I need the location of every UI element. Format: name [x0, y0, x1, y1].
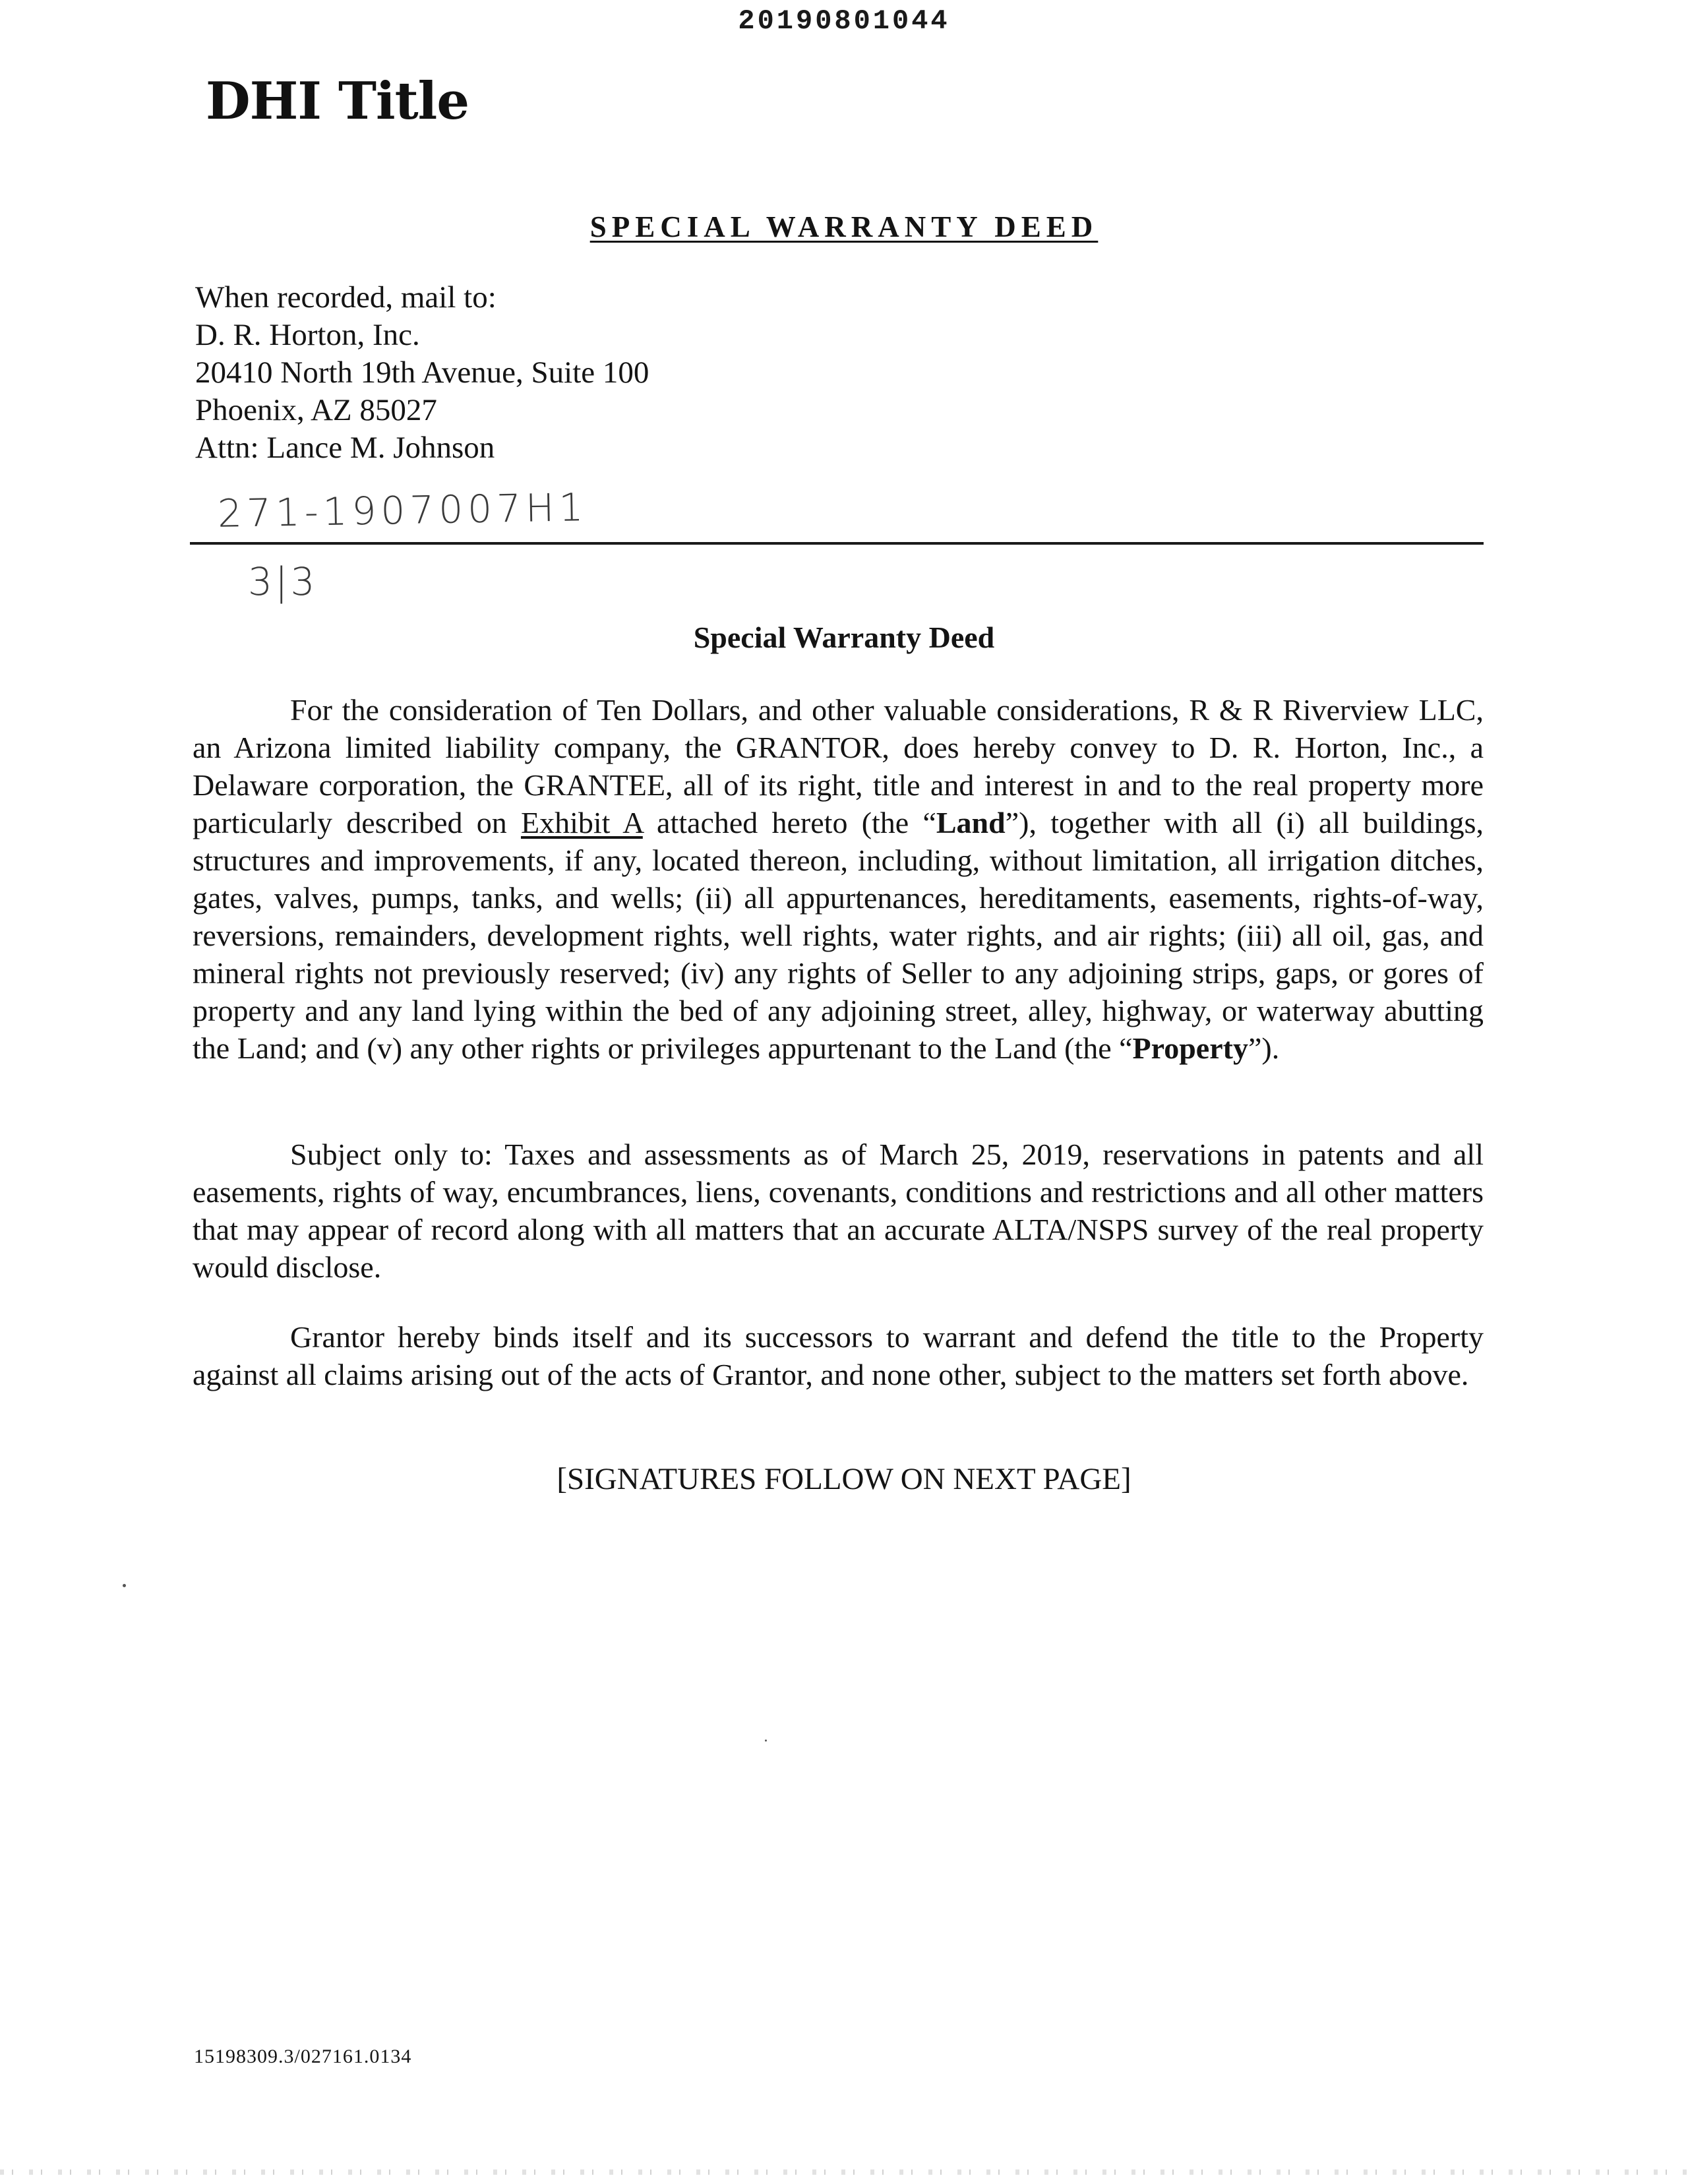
- subject-to-text: Subject only to: Taxes and assessments as of March 25, 2019, reservations in patents and all easements, rights of way, encumbrances, liens, covenants, conditions and restrictions and all other matters that may appear of record along with all matters that an accurate ALTA/NSPS survey of the real property would disclose.: [193, 1138, 1484, 1284]
- mail-to-city: Phoenix, AZ 85027: [195, 393, 437, 427]
- mail-to-company: D. R. Horton, Inc.: [195, 318, 420, 352]
- horizontal-rule: [190, 542, 1484, 545]
- warranty-text: Grantor hereby binds itself and its successors to warrant and defend the title to the Property against all claims arising out of the acts of Grantor, and none other, subject to the matters set forth above.: [193, 1320, 1484, 1391]
- dhi-title-logo: DHI Title: [206, 71, 469, 131]
- scan-speck: [765, 1740, 767, 1742]
- mail-to-street: 20410 North 19th Avenue, Suite 100: [195, 355, 649, 390]
- document-title: Special Warranty Deed: [693, 621, 995, 654]
- warranty-paragraph: [193, 1318, 1484, 1393]
- handwritten-order-number: 271-1907007H1: [217, 485, 589, 536]
- header-title: SPECIAL WARRANTY DEED: [589, 210, 1099, 243]
- scan-speck: [123, 1584, 126, 1587]
- mail-to-block: [195, 279, 649, 467]
- mail-to-label: When recorded, mail to:: [195, 280, 497, 315]
- conveyance-text-1: For the consideration of Ten Dollars, and other valuable considerations, R & R Riverview LLC, an Arizona limited liability company, the GRANTOR, does hereby convey to D. R. Horton, Inc., a Delaware corporation, the GRANTEE, all of its right, title and interest in and to the real property more particularly described on: [193, 693, 1484, 839]
- signatures-note: [SIGNATURES FOLLOW ON NEXT PAGE]: [557, 1462, 1131, 1496]
- scan-edge-artifact: [0, 2169, 1688, 2175]
- document-reference: 15198309.3/027161.0134: [194, 2046, 412, 2067]
- mail-to-attention: Attn: Lance M. Johnson: [195, 431, 495, 465]
- property-term: Property: [1132, 1031, 1248, 1065]
- exhibit-a-reference: Exhibit A: [520, 806, 643, 839]
- land-term: Land: [936, 806, 1006, 839]
- subject-to-paragraph: [193, 1136, 1484, 1286]
- recording-number: 20190801044: [738, 5, 950, 37]
- conveyance-text-4: ”).: [1248, 1031, 1280, 1065]
- conveyance-paragraph: [193, 691, 1484, 1067]
- conveyance-text-2: attached hereto (the “: [642, 806, 936, 839]
- handwritten-page-count: 3|3: [248, 559, 318, 604]
- conveyance-text-3: ”), together with all (i) all buildings, structures and improvements, if any, located thereon, including, without limitation, all irrigation ditches, gates, valves, pumps, tanks, and wells; (ii) all appurtenances, hereditaments, easements, rights-of-way, reversions, remainders, development rights, well rights, water rights, and air rights; (iii) all oil, gas, and mineral rights not previously reserved; (iv) any rights of Seller to any adjoining strips, gaps, or gores of property and any land lying within the bed of any adjoining street, alley, highway, or waterway abutting the Land; and (v) any other rights or privileges appurtenant to the Land (the “: [193, 806, 1484, 1065]
